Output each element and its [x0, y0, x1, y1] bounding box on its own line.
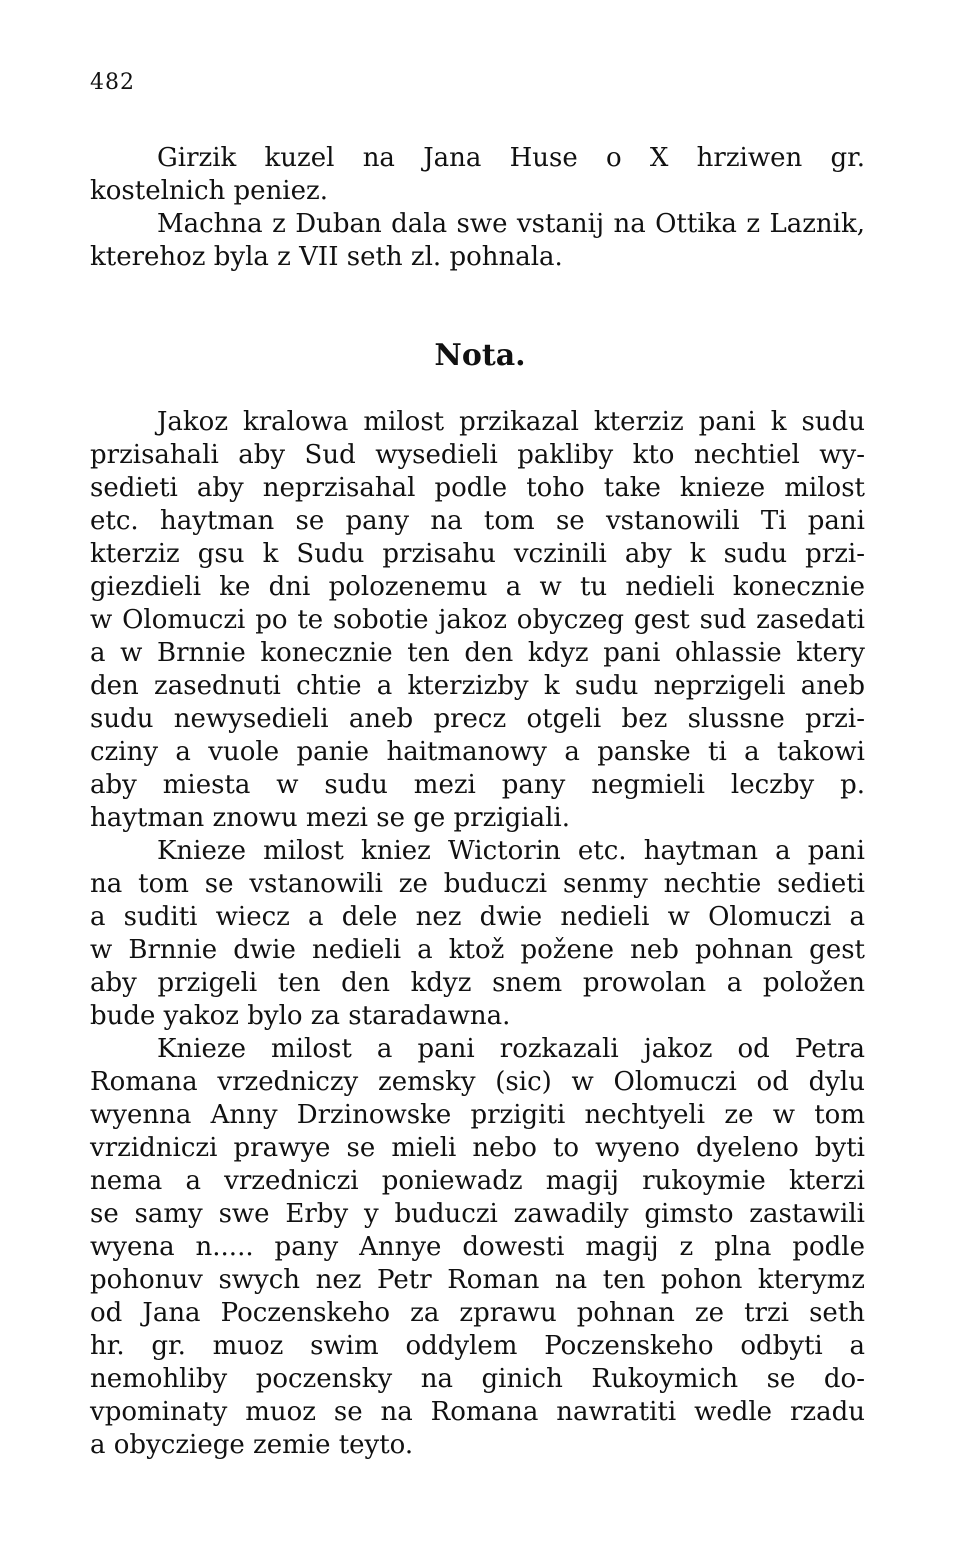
- text-line: w Olomuczi po te sobotie jakoz obyczeg gest sud zasedati: [90, 605, 865, 635]
- text-line: giezdieli ke dni polozenemu a w tu nedieli konecznie: [90, 572, 865, 602]
- text-line: a obycziege zemie teyto.: [90, 1430, 414, 1460]
- text-line: Knieze milost kniez Wictorin etc. haytman a pani: [157, 836, 865, 866]
- page-number: 482: [90, 70, 135, 95]
- text-line: sudu newysedieli aneb precz otgeli bez slussne przi-: [90, 704, 865, 734]
- text-line: den zasednuti chtie a kterzizby k sudu neprzigeli aneb: [90, 671, 865, 701]
- text-line: se samy swe Erby y buduczi zawadily gimsto zastawili: [90, 1199, 865, 1229]
- text-line: Machna z Duban dala swe vstanij na Ottika z Laznik,: [157, 209, 865, 239]
- text-line: Knieze milost a pani rozkazali jakoz od Petra: [157, 1034, 865, 1064]
- text-line: kostelnich peniez.: [90, 176, 328, 206]
- text-line: vpominaty muoz se na Romana nawratiti wedle rzadu: [90, 1397, 865, 1427]
- text-line: przisahali aby Sud wysedieli pakliby kto nechtiel wy-: [90, 440, 865, 470]
- text-line: nema a vrzedniczi poniewadz magij rukoymie kterzi: [90, 1166, 865, 1196]
- text-line: kterziz gsu k Sudu przisahu vczinili aby k sudu przi-: [90, 539, 865, 569]
- text-line: na tom se vstanowili ze buduczi senmy nechtie sedieti: [90, 869, 865, 899]
- text-line: sedieti aby neprzisahal podle toho take knieze milost: [90, 473, 865, 503]
- text-line: wyena n..... pany Annye dowesti magij z plna podle: [90, 1232, 865, 1262]
- text-line: Jakoz kralowa milost przikazal kterziz pani k sudu: [157, 407, 865, 437]
- text-line: aby miesta w sudu mezi pany negmieli leczby p.: [90, 770, 865, 800]
- text-line: od Jana Poczenskeho za zprawu pohnan ze trzi seth: [90, 1298, 865, 1328]
- text-line: etc. haytman se pany na tom se vstanowili Ti pani: [90, 506, 865, 536]
- text-line: aby przigeli ten den kdyz snem prowolan a položen: [90, 968, 865, 998]
- text-line: w Brnnie dwie nedieli a ktož požene neb pohnan gest: [90, 935, 865, 965]
- text-line: cziny a vuole panie haitmanowy a panske ti a takowi: [90, 737, 865, 767]
- text-line: bude yakoz bylo za staradawna.: [90, 1001, 511, 1031]
- text-line: wyenna Anny Drzinowske przigiti nechtyeli ze w tom: [90, 1100, 865, 1130]
- text-line: vrzidniczi prawye se mieli nebo to wyeno dyeleno byti: [90, 1133, 865, 1163]
- text-line: haytman znowu mezi se ge przigiali.: [90, 803, 570, 833]
- text-line: a w Brnnie konecznie ten den kdyz pani ohlassie ktery: [90, 638, 865, 668]
- text-line: pohonuv swych nez Petr Roman na ten pohon kterymz: [90, 1265, 865, 1295]
- text-line: a suditi wiecz a dele nez dwie nedieli w Olomuczi a: [90, 902, 865, 932]
- text-line: Romana vrzedniczy zemsky (sic) w Olomuczi od dylu: [90, 1067, 865, 1097]
- text-line: nemohliby poczensky na ginich Rukoymich se do-: [90, 1364, 865, 1394]
- text-line: hr. gr. muoz swim oddylem Poczenskeho odbyti a: [90, 1331, 865, 1361]
- section-heading: Nota.: [434, 338, 526, 373]
- text-line: Girzik kuzel na Jana Huse o X hrziwen gr.: [157, 143, 865, 173]
- text-line: kterehoz byla z VII seth zl. pohnala.: [90, 242, 563, 272]
